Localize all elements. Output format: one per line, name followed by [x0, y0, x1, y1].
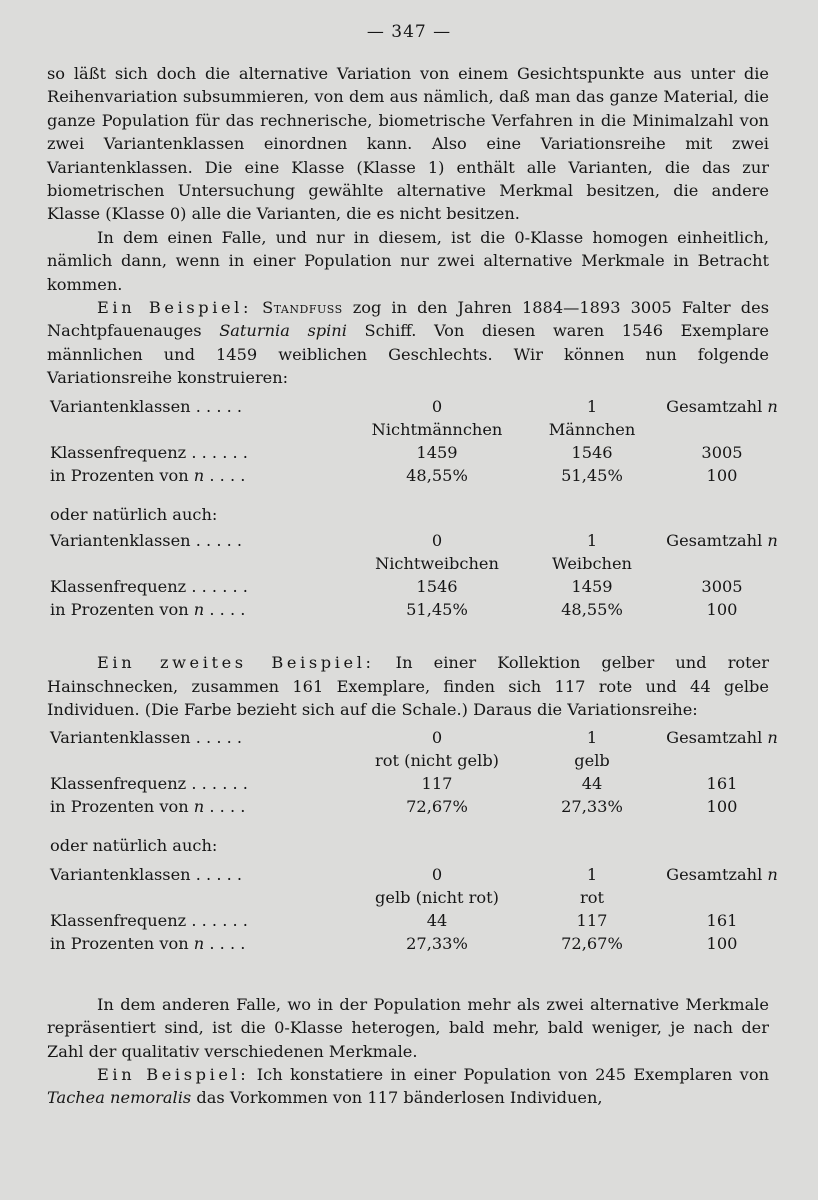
frequency-1: 44 — [581, 774, 603, 794]
class-1: 1 — [586, 728, 598, 748]
class-1-name: rot — [580, 887, 604, 907]
example-2-text: In einer Kollektion gelber und roter Hainschnecken, zusammen 161 Exemplare, finden sich 117 rote und 44 gelbe Individuen. (Die Farbe bezieht sich auf die Schale.) Daraus die Variationsreihe: — [47, 653, 770, 719]
oder-label-2: oder natürlich auch: — [50, 836, 218, 856]
percent-0: 72,67% — [406, 797, 468, 817]
class-0-name: rot (nicht gelb) — [375, 751, 499, 771]
label-klassenfrequenz: Klassenfrequenz . . . . . . — [50, 774, 248, 794]
example-1-lead: Ein Beispiel: — [97, 298, 253, 318]
frequency-1: 1459 — [571, 577, 613, 597]
label-variantenklassen: Variantenklassen . . . . . — [50, 396, 243, 416]
percent-1: 72,67% — [561, 933, 623, 953]
example-3-text-b: das Vorkommen von 117 bänderlosen Individuen, — [191, 1088, 603, 1108]
variation-table-2 — [47, 529, 778, 639]
frequency-1: 1546 — [571, 442, 613, 462]
class-0: 0 — [431, 531, 443, 551]
label-prozent: in Prozenten von n . . . . — [50, 465, 246, 485]
frequency-0: 44 — [426, 910, 448, 930]
label-gesamtzahl: Gesamtzahl n — [666, 396, 778, 416]
class-1-name: gelb — [574, 751, 610, 771]
class-0-name: gelb (nicht rot) — [375, 887, 499, 907]
class-0-name: Nichtweibchen — [375, 554, 499, 574]
label-variantenklassen: Variantenklassen . . . . . — [50, 728, 243, 748]
frequency-0: 117 — [421, 774, 453, 794]
label-prozent: in Prozenten von n . . . . — [50, 797, 246, 817]
percent-total: 100 — [706, 465, 738, 485]
page-number: — 347 — — [366, 22, 452, 42]
variation-table-1 — [47, 393, 778, 503]
class-1-name: Männchen — [548, 419, 636, 439]
example-3-text-a: Ich konstatiere in einer Population von 245 Exemplaren von — [249, 1064, 769, 1084]
label-gesamtzahl: Gesamtzahl n — [666, 531, 778, 551]
label-prozent: in Prozenten von n . . . . — [50, 600, 246, 620]
class-1-name: Weibchen — [552, 554, 632, 574]
percent-total: 100 — [706, 933, 738, 953]
frequency-1: 117 — [576, 910, 608, 930]
percent-1: 27,33% — [561, 797, 623, 817]
percent-total: 100 — [706, 600, 738, 620]
author-name: Standfuss — [262, 298, 343, 318]
paragraph-2: In dem einen Falle, und nur in diesem, ist die 0-Klasse homogen einheitlich, nämlich dann, wenn in einer Population nur zwei alternative Merkmale in Betracht kommen. — [47, 227, 769, 294]
label-gesamtzahl: Gesamtzahl n — [666, 728, 778, 748]
class-0: 0 — [431, 728, 443, 748]
label-klassenfrequenz: Klassenfrequenz . . . . . . — [50, 910, 248, 930]
percent-total: 100 — [706, 797, 738, 817]
example-3-lead: Ein Beispiel: — [97, 1064, 250, 1084]
species-name: Saturnia spini — [219, 321, 347, 341]
frequency-0: 1459 — [416, 442, 458, 462]
example-3-paragraph — [47, 1063, 769, 1110]
variation-table-3 — [47, 724, 778, 834]
percent-0: 48,55% — [406, 465, 468, 485]
percent-0: 51,45% — [406, 600, 468, 620]
example-2-paragraph — [47, 651, 769, 721]
species-name-2: Tachea nemoralis — [47, 1088, 192, 1108]
percent-1: 48,55% — [561, 600, 623, 620]
class-0: 0 — [431, 396, 443, 416]
variation-table-4 — [47, 861, 778, 971]
label-klassenfrequenz: Klassenfrequenz . . . . . . — [50, 577, 248, 597]
frequency-total: 3005 — [701, 442, 743, 462]
percent-0: 27,33% — [406, 933, 468, 953]
example-1-paragraph — [47, 296, 769, 390]
body-text — [47, 62, 778, 1110]
frequency-0: 1546 — [416, 577, 458, 597]
paragraph-3: In dem anderen Falle, wo in der Population mehr als zwei alternative Merkmale repräsentiert sind, ist die 0-Klasse heterogen, bald mehr, bald weniger, je nach der Zahl der qualitativ verschiedenen Merkmale. — [47, 994, 769, 1061]
label-variantenklassen: Variantenklassen . . . . . — [50, 864, 243, 884]
frequency-total: 3005 — [701, 577, 743, 597]
frequency-total: 161 — [706, 910, 738, 930]
oder-label-1: oder natürlich auch: — [50, 504, 218, 524]
class-1: 1 — [586, 531, 598, 551]
label-klassenfrequenz: Klassenfrequenz . . . . . . — [50, 442, 248, 462]
label-gesamtzahl: Gesamtzahl n — [666, 864, 778, 884]
example-1-text-a: zog in den Jahren 1884—1893 3005 Falter des Nachtpfauenauges — [47, 298, 769, 341]
example-1-text-b: Schiff. Von diesen waren 1546 Exemplare männlichen und 1459 weiblichen Geschlechts. Wir können nun folgende Variationsreihe konstruieren: — [47, 321, 769, 388]
frequency-total: 161 — [706, 774, 738, 794]
class-0: 0 — [431, 864, 443, 884]
label-variantenklassen: Variantenklassen . . . . . — [50, 531, 243, 551]
class-1: 1 — [586, 864, 598, 884]
class-0-name: Nichtmännchen — [371, 419, 503, 439]
class-1: 1 — [586, 396, 598, 416]
example-2-lead: Ein zweites Beispiel: — [97, 653, 375, 673]
paragraph-1: so läßt sich doch die alternative Variation von einem Gesichtspunkte aus unter die Reihenvariation subsummieren, von dem aus nämlich, daß man das ganze Material, die ganze Population für das rechnerische, biometrische Verfahren in die Minimalzahl von zwei Variantenklassen einordnen kann. Also eine Variationsreihe mit zwei Variantenklassen. Die eine Klasse (Klasse 1) enthält alle Varianten, die das zur biometrischen Untersuchung gewählte alternative Merkmal besitzen, die andere Klasse (Klasse 0) alle die Varianten, die es nicht besitzen. — [47, 64, 769, 224]
label-prozent: in Prozenten von n . . . . — [50, 933, 246, 953]
percent-1: 51,45% — [561, 465, 623, 485]
